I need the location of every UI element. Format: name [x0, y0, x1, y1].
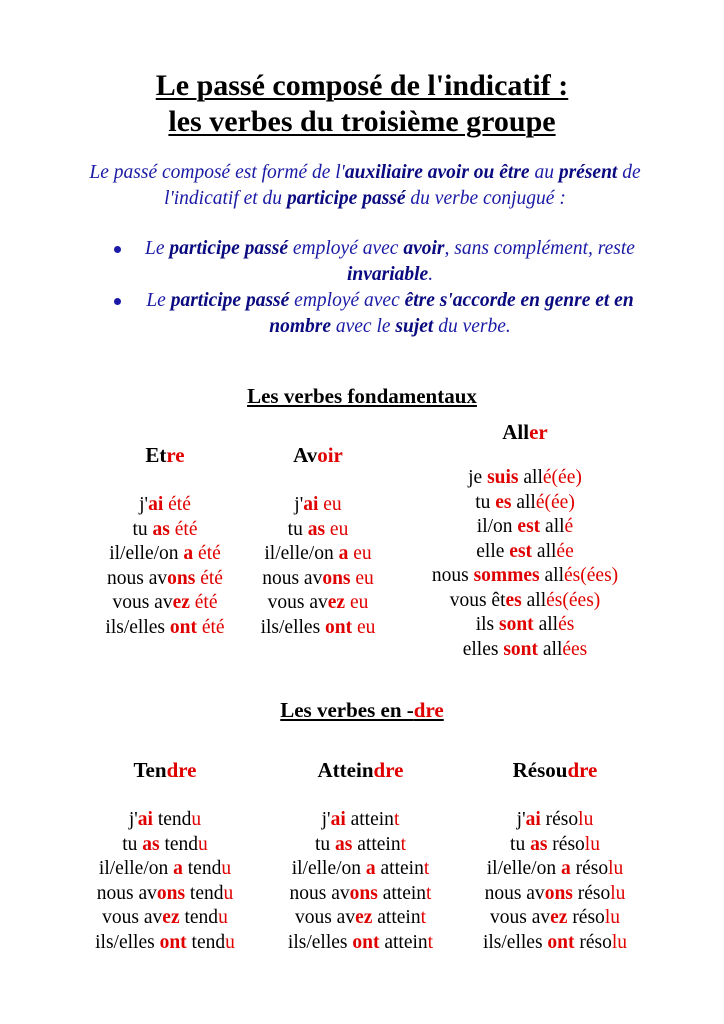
auxiliary-ending: as [152, 518, 170, 540]
conjugation-text: réso [570, 858, 609, 879]
participle-ending: u [221, 858, 232, 879]
conjugation-text: j' [321, 809, 331, 830]
conjugation-text: il/elle/on [264, 543, 339, 564]
conjugation-row [405, 613, 645, 638]
conjugation-row [238, 591, 398, 616]
participle-ending: t [423, 858, 430, 879]
participle-ending: été [198, 543, 221, 564]
conjugation-text: vous êt [449, 589, 506, 611]
conjugation-row [465, 882, 645, 907]
auxiliary-ending: ons [544, 882, 573, 904]
intro-text: au [529, 162, 559, 183]
conjugation-row [465, 931, 645, 956]
rule-text: Le [145, 238, 170, 259]
conjugation-row [465, 833, 645, 858]
conjugation-text: réso [572, 882, 611, 904]
conjugation-text: ils [475, 614, 499, 635]
bullet-icon [114, 298, 121, 305]
conjugation-text: tu [510, 833, 531, 855]
conjugation-row [80, 493, 250, 518]
conjugation-row [268, 857, 453, 882]
auxiliary-ending: ai [137, 809, 153, 830]
verb-heading: Atteindre [317, 758, 404, 782]
conjugation-text: tu [314, 833, 336, 855]
intro-text: du verbe conjugué : [405, 188, 566, 209]
conjugation-row [238, 493, 398, 518]
conjugation-text: attein [352, 833, 401, 855]
auxiliary-ending: as [530, 833, 548, 855]
rule-item [100, 236, 660, 288]
auxiliary-ending: sommes [473, 565, 540, 586]
participle-ending: été [174, 518, 198, 540]
conjugation-row [405, 564, 645, 589]
rule-text: . [428, 264, 434, 285]
verb-heading: Etre [145, 443, 185, 467]
section-title-dre [0, 698, 724, 723]
participle-ending: t [420, 907, 427, 928]
verb-column-etre [80, 443, 250, 640]
conjugation-text: nous av [484, 882, 545, 904]
conjugation-row [80, 857, 250, 882]
conjugation-text: tend [159, 833, 199, 855]
auxiliary-ending: ont [352, 931, 380, 953]
auxiliary-ending: sont [499, 614, 534, 635]
conjugation-text: all [521, 589, 547, 611]
conjugation-text: all [511, 491, 536, 513]
conjugation-text: ils/elles [482, 931, 548, 953]
intro-text: de l'indicatif et du [164, 162, 641, 209]
conjugation-text: vous av [294, 907, 356, 928]
page-title [0, 68, 724, 140]
conjugation-text: all [538, 638, 563, 660]
auxiliary-ending: ez [172, 592, 190, 613]
participle-ending: t [427, 931, 434, 953]
conjugation-row [80, 542, 250, 567]
conjugation-text: tend [179, 907, 219, 928]
conjugation-text: je [468, 467, 488, 488]
participle-ending: t [393, 809, 400, 830]
conjugation-row [405, 466, 645, 491]
rule-bold: participe passé [170, 290, 290, 311]
auxiliary-ending: ez [550, 907, 568, 928]
participle-ending: été [200, 567, 223, 589]
auxiliary-ending: a [365, 858, 376, 879]
participle-ending: lu [611, 931, 628, 953]
auxiliary-ending: a [560, 858, 571, 879]
conjugation-text: nous [431, 565, 474, 586]
participle-ending: u [225, 931, 235, 953]
conjugation-text: attein [345, 809, 394, 830]
conjugation-text: j' [516, 809, 526, 830]
conjugation-text: nous av [107, 567, 168, 589]
conjugation-row [268, 808, 453, 833]
auxiliary-ending: a [338, 543, 349, 564]
conjugation-row [268, 906, 453, 931]
intro-text: Le passé composé est formé de l' [89, 162, 345, 183]
conjugation-text: all [539, 565, 565, 586]
conjugation-text: vous av [267, 592, 328, 613]
auxiliary-ending: est [517, 516, 541, 537]
conjugation-text: ils/elles [105, 616, 170, 638]
participle-ending: eu [353, 543, 372, 564]
conjugation-text: tu [122, 833, 143, 855]
conjugation-row [238, 616, 398, 641]
auxiliary-ending: ez [355, 907, 373, 928]
participle-ending: és [558, 614, 575, 635]
conjugation-text: vous av [490, 907, 551, 928]
participle-ending: és(ées) [564, 565, 619, 586]
auxiliary-ending: as [335, 833, 353, 855]
conjugation-list [238, 493, 398, 640]
conjugation-text: tu [475, 491, 496, 513]
participle-ending: ées [562, 638, 588, 660]
rule-text: du verbe. [433, 316, 511, 337]
conjugation-row [405, 515, 645, 540]
auxiliary-ending: ont [159, 931, 187, 953]
participle-ending: eu [323, 494, 342, 515]
intro-bold: participe passé [286, 188, 406, 209]
conjugation-text: j' [128, 809, 138, 830]
verb-heading: Aller [502, 420, 548, 444]
conjugation-text: tu [132, 518, 153, 540]
auxiliary-ending: a [173, 858, 183, 879]
participle-ending: eu [355, 567, 374, 589]
conjugation-row [238, 542, 398, 567]
bullet-icon [114, 246, 121, 253]
conjugation-text: all [533, 614, 559, 635]
conjugation-row [405, 589, 645, 614]
participle-ending: lu [610, 882, 626, 904]
participle-ending: été [194, 592, 218, 613]
rule-text: Le [146, 290, 171, 311]
verb-column-avoir [238, 443, 398, 640]
auxiliary-ending: as [307, 518, 326, 540]
participle-ending: été [168, 494, 191, 515]
rule-item [100, 288, 660, 340]
conjugation-text: vous av [112, 592, 173, 613]
conjugation-row [80, 616, 250, 641]
conjugation-text: elle [476, 540, 510, 562]
auxiliary-ending: as [142, 833, 160, 855]
rule-bold: sujet [395, 316, 434, 337]
rule-bold: être s'accorde en genre et en nombre [269, 290, 634, 337]
conjugation-row [238, 567, 398, 592]
participle-ending: été [201, 616, 225, 638]
participle-ending: u [191, 809, 202, 830]
verb-column-atteindre [268, 758, 453, 955]
rule-bold: participe passé [169, 238, 289, 259]
conjugation-text: tend [182, 858, 222, 879]
participle-ending: eu [329, 518, 349, 540]
rule-bold: avoir [403, 238, 445, 259]
auxiliary-ending: ons [349, 882, 378, 904]
conjugation-row [405, 491, 645, 516]
conjugation-text: nous av [96, 882, 157, 904]
auxiliary-ending: ai [330, 809, 346, 830]
conjugation-row [80, 906, 250, 931]
participle-ending: lu [604, 907, 620, 928]
auxiliary-ending: ont [169, 616, 197, 638]
conjugation-row [80, 931, 250, 956]
participle-ending: é [564, 516, 574, 537]
conjugation-text: all [518, 467, 543, 488]
rule-text: avec le [330, 316, 396, 337]
auxiliary-ending: ai [148, 494, 164, 515]
auxiliary-ending: es [505, 589, 522, 611]
intro-bold: présent [558, 162, 618, 183]
conjugation-text: attein [372, 907, 421, 928]
conjugation-text: all [540, 516, 565, 537]
conjugation-row [465, 808, 645, 833]
auxiliary-ending: ai [525, 809, 541, 830]
conjugation-row [268, 833, 453, 858]
auxiliary-ending: a [183, 543, 194, 564]
auxiliary-ending: ons [156, 882, 186, 904]
conjugation-text: tend [186, 931, 226, 953]
verb-heading: Tendre [133, 758, 197, 782]
auxiliary-ending: suis [487, 467, 519, 488]
participle-ending: u [198, 833, 208, 855]
verb-column-resoudre [465, 758, 645, 955]
section-title-prefix: Les verbes en - [280, 698, 414, 722]
conjugation-text: j' [139, 494, 149, 515]
conjugation-text: il/elle/on [291, 858, 366, 879]
conjugation-text: nous av [289, 882, 350, 904]
participle-ending: t [426, 882, 432, 904]
conjugation-text: ils/elles [260, 616, 326, 638]
conjugation-text: tend [152, 809, 192, 830]
participle-ending: u [223, 882, 234, 904]
conjugation-text: il/elle/on [98, 858, 174, 879]
auxiliary-ending: ons [167, 567, 196, 589]
conjugation-text: elles [462, 638, 504, 660]
intro-paragraph [80, 160, 650, 212]
conjugation-text: ils/elles [95, 931, 160, 953]
conjugation-text: attein [377, 882, 427, 904]
conjugation-text: il/on [476, 516, 518, 537]
conjugation-list [465, 808, 645, 955]
participle-ending: lu [584, 833, 600, 855]
conjugation-row [238, 518, 398, 543]
conjugation-text: réso [540, 809, 579, 830]
rule-bold: invariable [346, 264, 429, 285]
verb-heading: Résoudre [512, 758, 598, 782]
rule-text: , sans complément, reste [444, 238, 635, 259]
conjugation-row [268, 931, 453, 956]
conjugation-text: tu [287, 518, 308, 540]
participle-ending: és(ées) [546, 589, 601, 611]
title-line-1: Le passé composé de l'indicatif : [155, 69, 569, 102]
verb-column-aller [405, 420, 645, 662]
conjugation-text: attein [379, 931, 428, 953]
verb-heading: Avoir [293, 443, 343, 467]
conjugation-text: réso [547, 833, 585, 855]
conjugation-text: attein [375, 858, 424, 879]
participle-ending: é(ée) [535, 491, 575, 513]
conjugation-row [465, 857, 645, 882]
auxiliary-ending: ont [325, 616, 353, 638]
conjugation-list [268, 808, 453, 955]
section-title-suffix: dre [413, 698, 444, 722]
conjugation-row [80, 882, 250, 907]
conjugation-text: réso [567, 907, 605, 928]
conjugation-list [80, 493, 250, 640]
conjugation-row [405, 638, 645, 663]
participle-ending: lu [578, 809, 594, 830]
participle-ending: eu [357, 616, 376, 638]
conjugation-row [465, 906, 645, 931]
conjugation-text: nous av [262, 567, 323, 589]
conjugation-row [405, 540, 645, 565]
auxiliary-ending: es [495, 491, 512, 513]
auxiliary-ending: sont [503, 638, 538, 660]
auxiliary-ending: ez [327, 592, 346, 613]
conjugation-list [80, 808, 250, 955]
auxiliary-ending: ai [303, 494, 319, 515]
participle-ending: t [400, 833, 406, 855]
conjugation-text: réso [574, 931, 612, 953]
intro-bold: auxiliaire avoir ou être [344, 162, 530, 183]
conjugation-row [80, 567, 250, 592]
conjugation-text: vous av [102, 907, 163, 928]
conjugation-row [268, 882, 453, 907]
conjugation-row [80, 591, 250, 616]
conjugation-list [405, 466, 645, 662]
auxiliary-ending: ez [162, 907, 180, 928]
participle-ending: eu [349, 592, 369, 613]
participle-ending: é(ée) [542, 467, 582, 488]
participle-ending: lu [608, 858, 624, 879]
auxiliary-ending: ons [322, 567, 351, 589]
rule-text: employé avec [288, 238, 404, 259]
conjugation-text: all [532, 540, 557, 562]
conjugation-text: ils/elles [287, 931, 353, 953]
conjugation-text: il/elle/on [109, 543, 184, 564]
title-line-2: les verbes du troisième groupe [168, 105, 556, 138]
conjugation-text: tend [185, 882, 224, 904]
rules-list [100, 236, 660, 340]
conjugation-text: il/elle/on [486, 858, 561, 879]
section-title-fundamental: Les verbes fondamentaux [247, 384, 477, 408]
participle-ending: ée [556, 540, 574, 562]
conjugation-text: j' [294, 494, 304, 515]
conjugation-row [80, 518, 250, 543]
auxiliary-ending: est [509, 540, 533, 562]
conjugation-row [80, 808, 250, 833]
verb-column-tendre [80, 758, 250, 955]
conjugation-row [80, 833, 250, 858]
rule-text: employé avec [289, 290, 405, 311]
participle-ending: u [218, 907, 228, 928]
auxiliary-ending: ont [547, 931, 575, 953]
